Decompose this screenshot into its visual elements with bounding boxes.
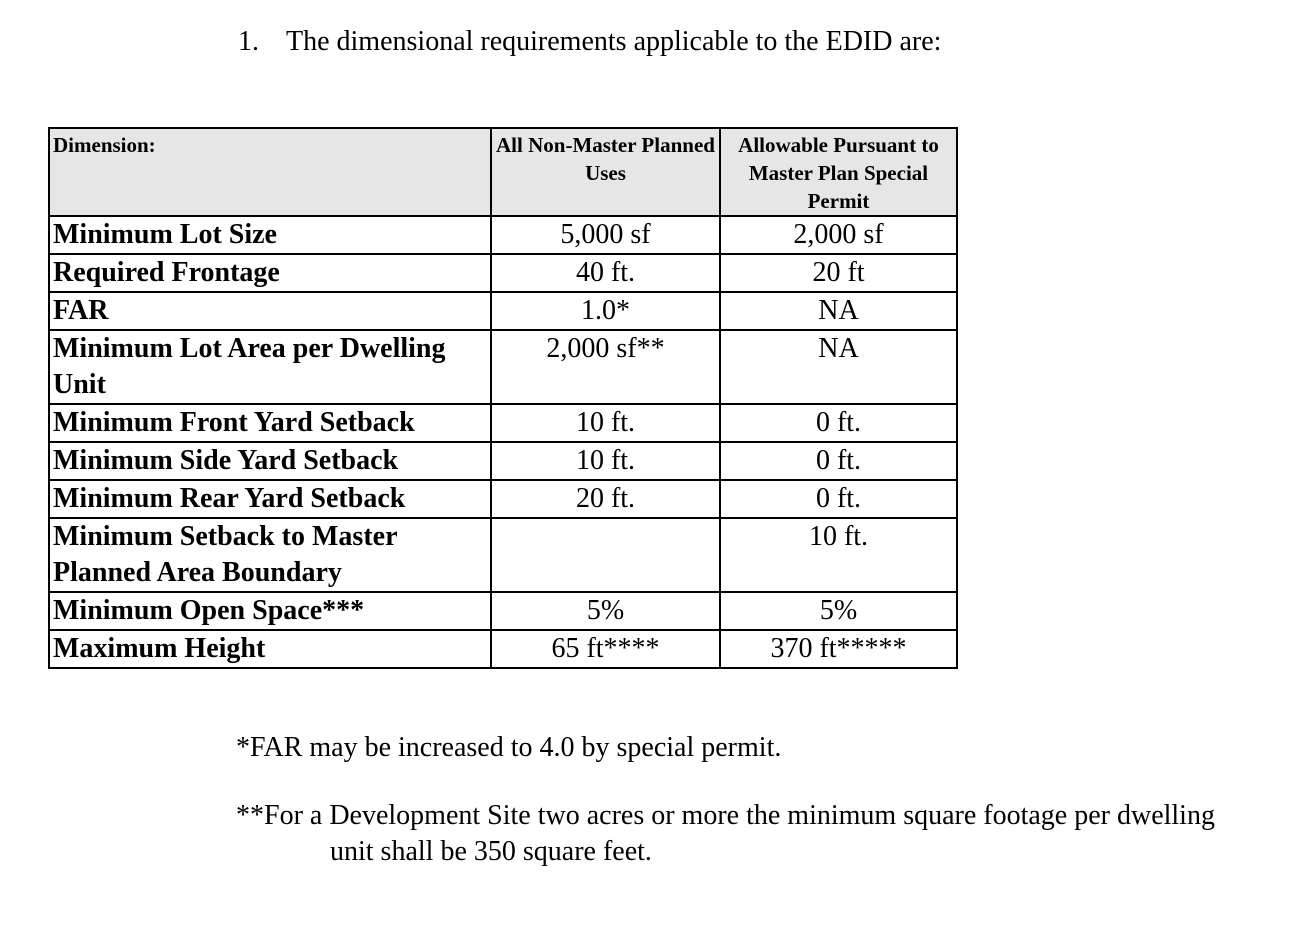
table-row [49,254,957,292]
table-row [49,518,957,592]
intro-text: The dimensional requirements applicable to the EDID are: [286,26,942,57]
master-plan-value: NA [720,330,957,404]
master-plan-value: 0 ft. [720,404,957,442]
non-master-value: 5,000 sf [491,216,720,254]
footnote-far: *FAR may be increased to 4.0 by special permit. [236,732,782,763]
table-row [49,442,957,480]
row-label: Minimum Setback to Master Planned Area Boundary [49,518,491,592]
row-label: Minimum Open Space*** [49,592,491,630]
master-plan-value: 0 ft. [720,442,957,480]
table-row [49,404,957,442]
intro-paragraph [238,24,941,60]
table-header-row [49,128,957,216]
row-label: Maximum Height [49,630,491,668]
list-number: 1. [238,26,259,57]
non-master-value: 10 ft. [491,442,720,480]
non-master-value: 5% [491,592,720,630]
non-master-value: 2,000 sf** [491,330,720,404]
master-plan-value: 370 ft***** [720,630,957,668]
non-master-value: 40 ft. [491,254,720,292]
table-row [49,592,957,630]
row-label: Minimum Lot Area per Dwelling Unit [49,330,491,404]
master-plan-value: 10 ft. [720,518,957,592]
dimensional-requirements-table [48,127,958,669]
row-label: Minimum Side Yard Setback [49,442,491,480]
master-plan-value: 20 ft [720,254,957,292]
footnotes [236,730,1236,870]
header-dimension: Dimension: [49,128,491,216]
master-plan-value: NA [720,292,957,330]
non-master-value: 20 ft. [491,480,720,518]
table-row [49,480,957,518]
row-label: Required Frontage [49,254,491,292]
master-plan-value: 0 ft. [720,480,957,518]
master-plan-value: 5% [720,592,957,630]
non-master-value: 65 ft**** [491,630,720,668]
table-row [49,216,957,254]
header-non-master-planned-uses: All Non-Master Planned Uses [491,128,720,216]
header-master-plan-special-permit: Allowable Pursuant to Master Plan Special Permit [720,128,957,216]
non-master-value [491,518,720,592]
non-master-value: 10 ft. [491,404,720,442]
row-label: Minimum Lot Size [49,216,491,254]
table-row [49,292,957,330]
row-label: Minimum Front Yard Setback [49,404,491,442]
footnote-development-site: **For a Development Site two acres or more the minimum square footage per dwelling unit shall be 350 square feet. [236,800,1215,867]
table-row [49,630,957,668]
non-master-value: 1.0* [491,292,720,330]
master-plan-value: 2,000 sf [720,216,957,254]
row-label: Minimum Rear Yard Setback [49,480,491,518]
table-row [49,330,957,404]
row-label: FAR [49,292,491,330]
